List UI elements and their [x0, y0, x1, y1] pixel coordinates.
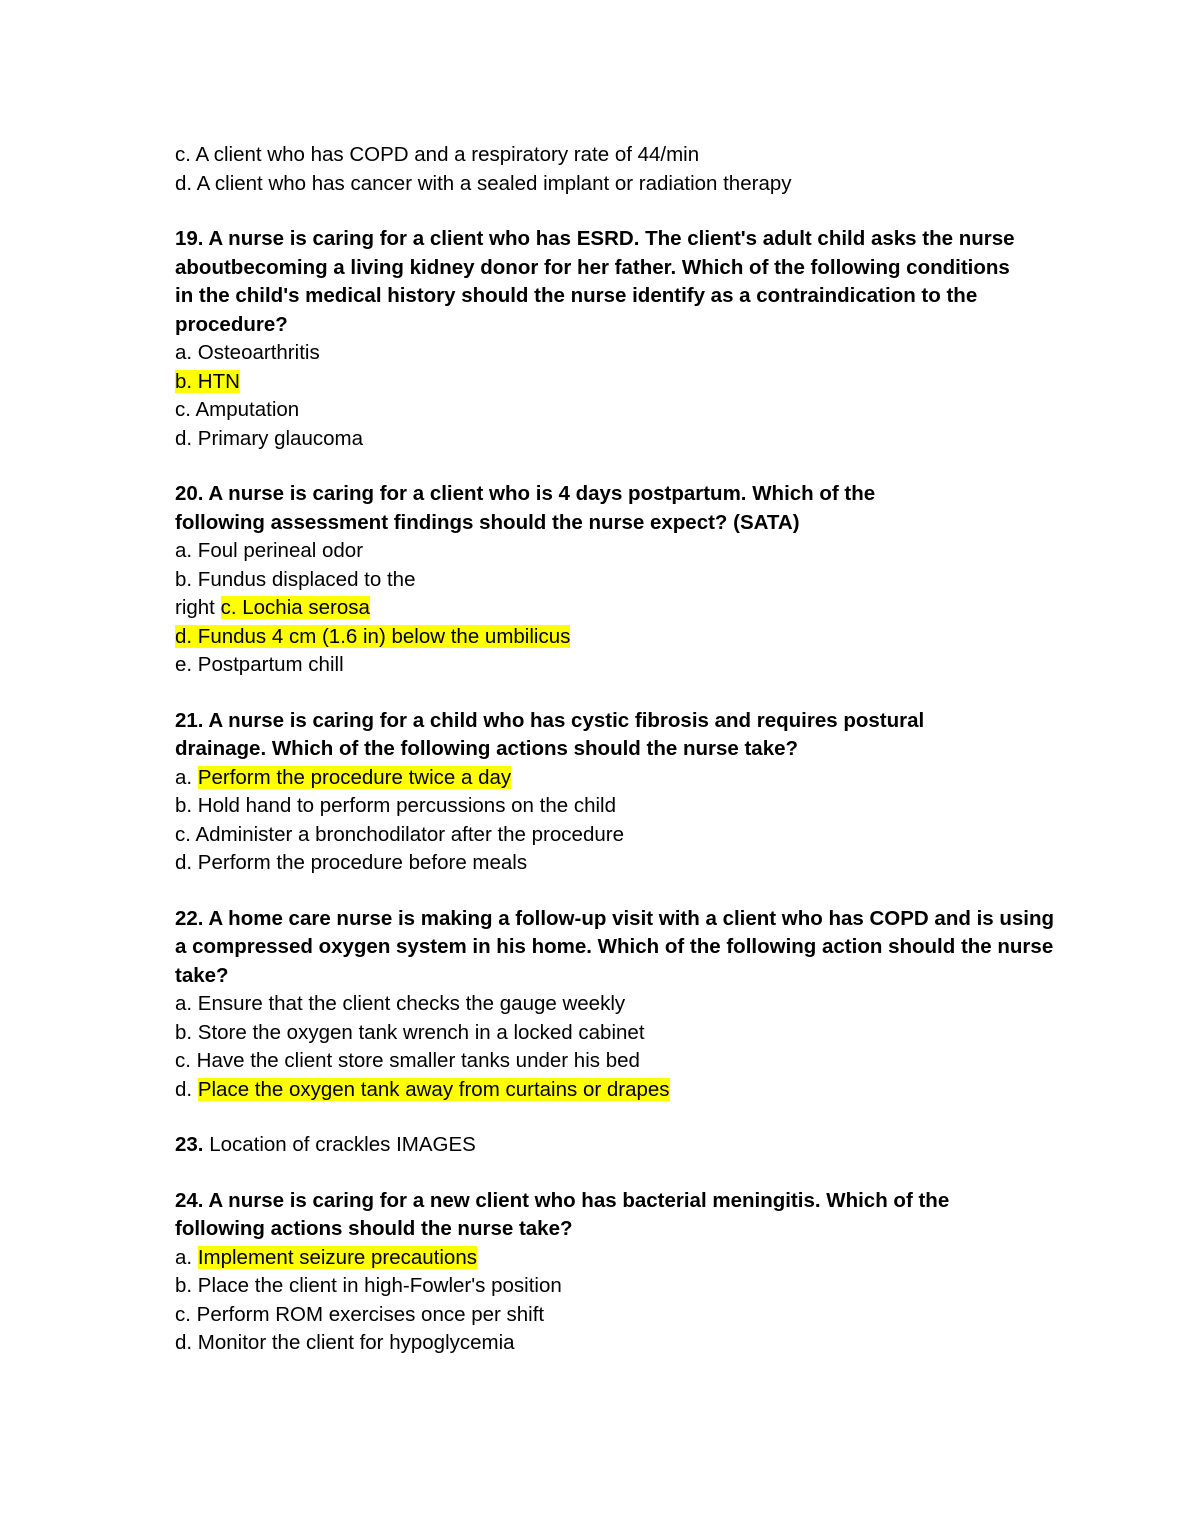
highlighted-answer: b. HTN [175, 369, 240, 393]
option-b: b. Fundus displaced to the [175, 567, 416, 591]
option-e: e. Postpartum chill [175, 653, 344, 676]
option-letter: a. [175, 1245, 193, 1269]
question-23 [175, 1131, 1055, 1160]
question-19 [175, 225, 1055, 453]
question-21 [175, 707, 1055, 878]
question-stem: 24. A nurse is caring for a new client who has bacterial meningitis. Which of the [175, 1188, 950, 1212]
question-stem: 19. A nurse is caring for a client who has ESRD. The client's adult child asks the nurse [175, 227, 1015, 250]
option-b: b. Hold hand to perform percussions on the child [175, 794, 617, 817]
option-c: c. Amputation [175, 398, 300, 421]
question-stem: following actions should the nurse take? [175, 1217, 573, 1240]
option-b: b. Place the client in high-Fowler's position [175, 1274, 562, 1297]
option-c: c. Perform ROM exercises once per shift [175, 1302, 545, 1326]
highlighted-answer: Perform the procedure twice a day [197, 765, 512, 789]
option-a: a. Foul perineal odor [175, 539, 364, 562]
highlighted-answer: Place the oxygen tank away from curtains or drapes [197, 1077, 670, 1101]
question-stem: 21. A nurse is caring for a child who has cystic fibrosis and requires postural [175, 708, 925, 732]
question-stem: following assessment findings should the nurse expect? (SATA) [175, 510, 800, 534]
question-text: Location of crackles IMAGES [209, 1133, 476, 1156]
option-c: c. Have the client store smaller tanks under his bed [175, 1049, 640, 1072]
highlighted-answer: c. Lochia serosa [220, 596, 370, 619]
option-d: d. A client who has cancer with a sealed implant or radiation therapy [175, 171, 792, 195]
option-a: a. Osteoarthritis [175, 341, 320, 364]
question-stem: 22. A home care nurse is making a follow-up visit with a client who has COPD and is using [175, 906, 1055, 930]
question-stem: aboutbecoming a living kidney donor for her father. Which of the following conditions [175, 255, 1010, 279]
option-d: d. Monitor the client for hypoglycemia [175, 1331, 515, 1354]
question-24 [175, 1187, 1055, 1358]
question-22 [175, 905, 1055, 1105]
option-d: d. Perform the procedure before meals [175, 851, 528, 874]
question-stem: in the child's medical history should the nurse identify as a contraindication to the [175, 284, 978, 307]
question-stem: 20. A nurse is caring for a client who is 4 days postpartum. Which of the [175, 482, 876, 505]
question-stem: take? [175, 963, 229, 987]
option-letter: d. [175, 1077, 193, 1101]
option-b: b. Store the oxygen tank wrench in a locked cabinet [175, 1020, 645, 1044]
highlighted-answer: Implement seizure precautions [197, 1245, 477, 1269]
question-stem: drainage. Which of the following actions should the nurse take? [175, 737, 799, 760]
option-c: c. Administer a bronchodilator after the procedure [175, 822, 624, 846]
option-letter: a. [175, 765, 193, 789]
option-a: a. Ensure that the client checks the gauge weekly [175, 992, 626, 1015]
option-c: c. A client who has COPD and a respiratory rate of 44/min [175, 143, 700, 166]
question-stem: procedure? [175, 312, 288, 336]
option-b-continued: right [175, 596, 215, 619]
question-20 [175, 480, 1055, 680]
question-stem: a compressed oxygen system in his home. Which of the following action should the nurse [175, 935, 1054, 958]
question-number: 23. [175, 1133, 204, 1156]
option-d: d. Primary glaucoma [175, 426, 363, 450]
highlighted-answer: d. Fundus 4 cm (1.6 in) below the umbilicus [175, 624, 571, 648]
document-page [175, 141, 1055, 1358]
